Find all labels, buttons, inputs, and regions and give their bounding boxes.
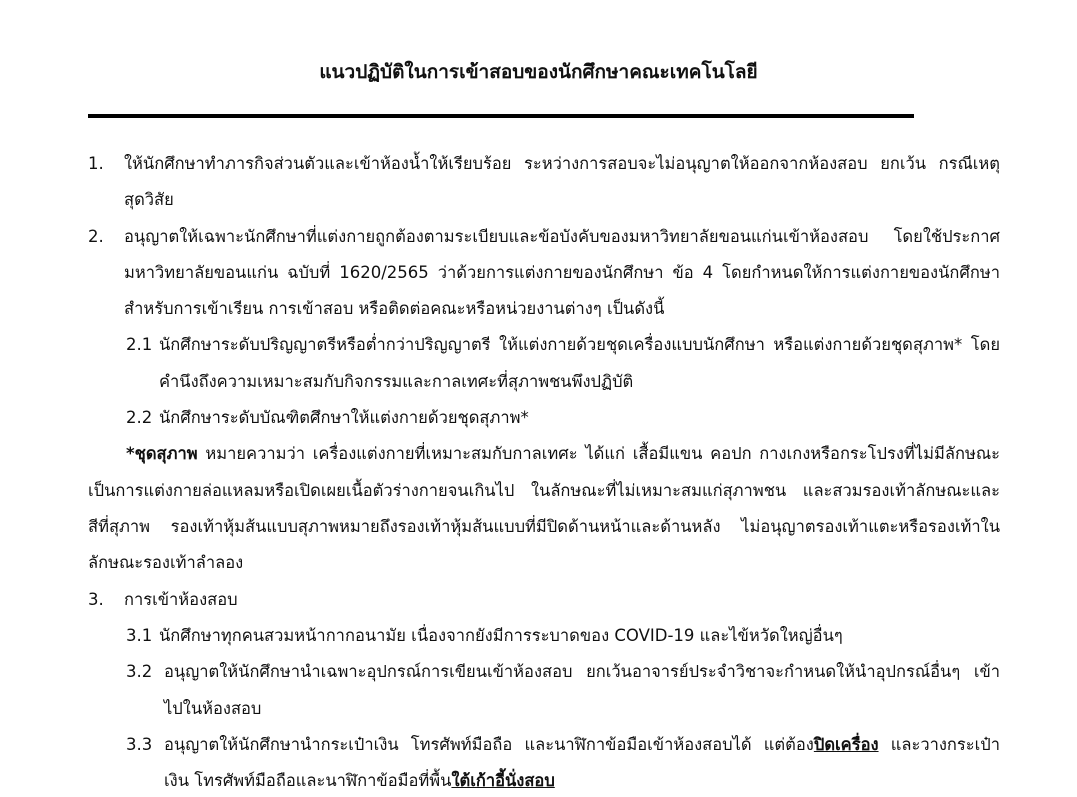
subitem-3-3-text-a: อนุญาตให้นักศึกษานำกระเป๋าเงิน โทรศัพท์มือถือ และนาฬิกาข้อมือเข้าห้องสอบได้ แต่ต้อง [164, 735, 814, 754]
subitem-3-1-line-1: นักศึกษาทุกคนสวมหน้ากากอนามัย เนื่องจากยังมีการระบาดของ COVID-19 และไข้หวัดใหญ่อื่นๆ [159, 626, 843, 645]
subitem-number: 2.1 [126, 335, 153, 354]
note-term: *ชุดสุภาพ [126, 444, 198, 463]
note-line-2: เป็นการแต่งกายล่อแหลมหรือเปิดเผยเนื้อตัวร่างกายจนเกินไป ในลักษณะที่ไม่เหมาะสมแก่สุภาพชน และสวมรองเท้าลักษณะและ [88, 481, 1000, 500]
note-line-4: ลักษณะรองเท้าลำลอง [88, 553, 244, 572]
subitem-3-3-line-2 [164, 770, 555, 792]
subitem-3-3-text-c: เงิน โทรศัพท์มือถือและนาฬิกาข้อมือที่พื้น [164, 771, 452, 790]
item-1-line-2: สุดวิสัย [124, 190, 174, 209]
subitem-2-1-line-1: นักศึกษาระดับปริญญาตรีหรือต่ำกว่าปริญญาตรี ให้แต่งกายด้วยชุดเครื่องแบบนักศึกษา หรือแต่งกายด้วยชุดสุภาพ* โดย [159, 335, 1000, 354]
under-chair-emphasis: ใต้เก้าอี้นั่งสอบ [451, 771, 555, 790]
subitem-number: 3.3 [126, 735, 153, 754]
note-first-line [126, 443, 1000, 465]
note-line-3: สีที่สุภาพ รองเท้าหุ้มส้นแบบสุภาพหมายถึงรองเท้าหุ้มส้นแบบที่มีปิดด้านหน้าและด้านหลัง ไม่อนุญาตรองเท้าแตะหรือรองเท้าใน [88, 517, 1000, 536]
subitem-number: 3.1 [126, 626, 153, 645]
subitem-3-2-line-1: อนุญาตให้นักศึกษานำเฉพาะอุปกรณ์การเขียนเข้าห้องสอบ ยกเว้นอาจารย์ประจำวิชาจะกำหนดให้นำอุปกรณ์อื่นๆ เข้า [164, 662, 1000, 681]
page-title: แนวปฏิบัติในการเข้าสอบของนักศึกษาคณะเทคโนโลยี [319, 61, 758, 83]
item-3-line-1: การเข้าห้องสอบ [124, 590, 238, 609]
subitem-number: 3.2 [126, 662, 153, 681]
item-number: 1. [88, 154, 104, 173]
item-2-line-2: มหาวิทยาลัยขอนแก่น ฉบับที่ 1620/2565 ว่าด้วยการแต่งกายของนักศึกษา ข้อ 4 โดยกำหนดให้การแต่งกายของนักศึกษา [124, 263, 1000, 282]
title-divider [88, 114, 914, 118]
subitem-2-1-line-2: คำนึงถึงความเหมาะสมกับกิจกรรมและกาลเทศะที่สุภาพชนพึงปฏิบัติ [159, 372, 634, 391]
subitem-3-3-line-1 [164, 734, 1000, 756]
item-2-line-3: สำหรับการเข้าเรียน การเข้าสอบ หรือติดต่อคณะหรือหน่วยงานต่างๆ เป็นดังนี้ [124, 299, 665, 318]
item-number: 2. [88, 227, 104, 246]
subitem-2-2-line-1: นักศึกษาระดับบัณฑิตศึกษาให้แต่งกายด้วยชุดสุภาพ* [159, 408, 529, 427]
switch-off-emphasis: ปิดเครื่อง [813, 735, 879, 754]
subitem-3-3-text-b: และวางกระเป๋า [878, 735, 1000, 754]
subitem-3-2-line-2: ไปในห้องสอบ [164, 699, 262, 718]
subitem-number: 2.2 [126, 408, 153, 427]
item-1-line-1: ให้นักศึกษาทำภารกิจส่วนตัวและเข้าห้องน้ำให้เรียบร้อย ระหว่างการสอบจะไม่อนุญาตให้ออกจากห้องสอบ ยกเว้น กรณีเหตุ [124, 154, 1000, 173]
note-text: หมายความว่า เครื่องแต่งกายที่เหมาะสมกับกาลเทศะ ได้แก่ เสื้อมีแขน คอปก กางเกงหรือกระโปรงที่ไม่มีลักษณะ [197, 444, 1000, 463]
item-number: 3. [88, 590, 104, 609]
item-2-line-1: อนุญาตให้เฉพาะนักศึกษาที่แต่งกายถูกต้องตามระเบียบและข้อบังคับของมหาวิทยาลัยขอนแก่นเข้าห้องสอบ โดยใช้ประกาศ [124, 227, 1000, 246]
